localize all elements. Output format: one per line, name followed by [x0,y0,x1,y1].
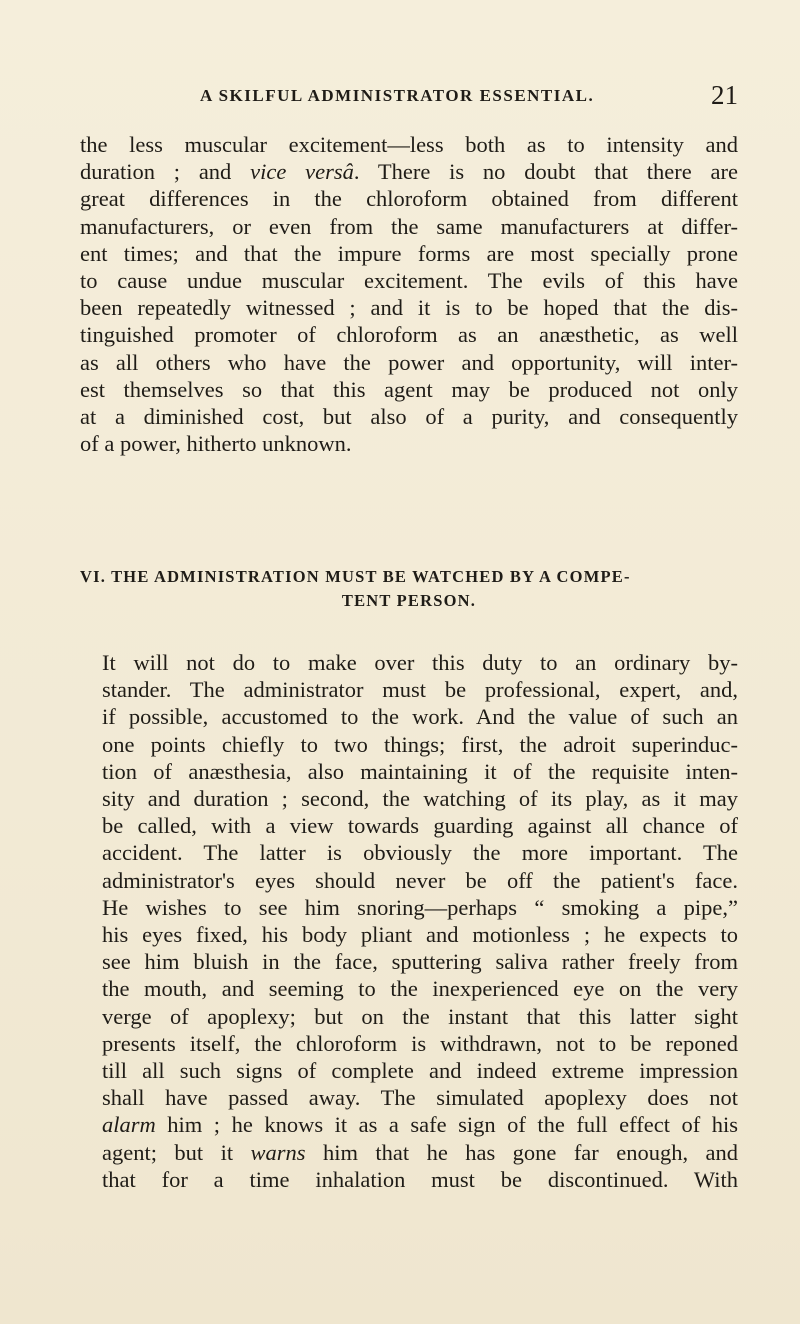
text-line: stander. The administrator must be professional, expert, and, [102,677,738,703]
text-line: sity and duration ; second, the watching of its play, as it may [102,786,738,812]
text-line: see him bluish in the face, sputtering saliva rather freely from [102,949,738,975]
text-line: at a diminished cost, but also of a purity, and consequently [80,404,738,430]
text-line: till all such signs of complete and indeed extreme impression [102,1058,738,1084]
text-line: that for a time inhalation must be discontinued. With [102,1166,738,1192]
text-line: as all others who have the power and opportunity, will inter- [80,349,738,375]
text-line: ent times; and that the impure forms are most specially prone [80,240,738,266]
section-heading [80,565,738,613]
text-line: tion of anæsthesia, also maintaining it of the requisite inten- [102,758,738,784]
text-line: be called, with a view towards guarding against all chance of [102,813,738,839]
text-line: shall have passed away. The simulated apoplexy does not [102,1085,738,1111]
running-title: A SKILFUL ADMINISTRATOR ESSENTIAL. [200,86,595,105]
text-line: one points chiefly to two things; first, the adroit superinduc- [102,731,738,757]
text-line: verge of apoplexy; but on the instant that this latter sight [102,1003,738,1029]
text-line: presents itself, the chloroform is withdrawn, not to be reponed [102,1030,738,1056]
text-line: been repeatedly witnessed ; and it is to be hoped that the dis- [80,295,738,321]
text-line: He wishes to see him snoring—perhaps “ smoking a pipe,” [102,894,738,920]
text-line: the less muscular excitement—less both as to intensity and [80,132,738,157]
text-line: est themselves so that this agent may be produced not only [80,376,738,402]
text-line: It will not do to make over this duty to an ordinary by- [102,650,738,675]
text-line: great differences in the chloroform obtained from different [80,186,738,212]
text-line: duration ; and vice versâ. There is no doubt that there are [80,159,738,185]
paragraph-2 [80,649,738,1193]
section-heading-line-1: VI. THE ADMINISTRATION MUST BE WATCHED BY A COMPE- [80,567,631,586]
text-line: administrator's eyes should never be off the patient's face. [102,867,738,893]
text-line: tinguished promoter of chloroform as an anæsthetic, as well [80,322,738,348]
paragraph-1 [80,131,738,457]
page-number: 21 [711,80,738,110]
text-line: if possible, accustomed to the work. And the value of such an [102,704,738,730]
running-head [80,80,738,116]
text-line: to cause undue muscular excitement. The evils of this have [80,268,738,294]
text-line: alarm him ; he knows it as a safe sign of the full effect of his [102,1112,738,1138]
section-heading-line-2: TENT PERSON. [341,591,477,610]
text-line: accident. The latter is obviously the more important. The [102,840,738,866]
text-line: the mouth, and seeming to the inexperienced eye on the very [102,976,738,1002]
text-line: his eyes fixed, his body pliant and motionless ; he expects to [102,922,738,948]
text-line: manufacturers, or even from the same manufacturers at differ- [80,213,738,239]
text-line: agent; but it warns him that he has gone far enough, and [102,1139,738,1165]
text-line: of a power, hitherto unknown. [80,431,352,457]
